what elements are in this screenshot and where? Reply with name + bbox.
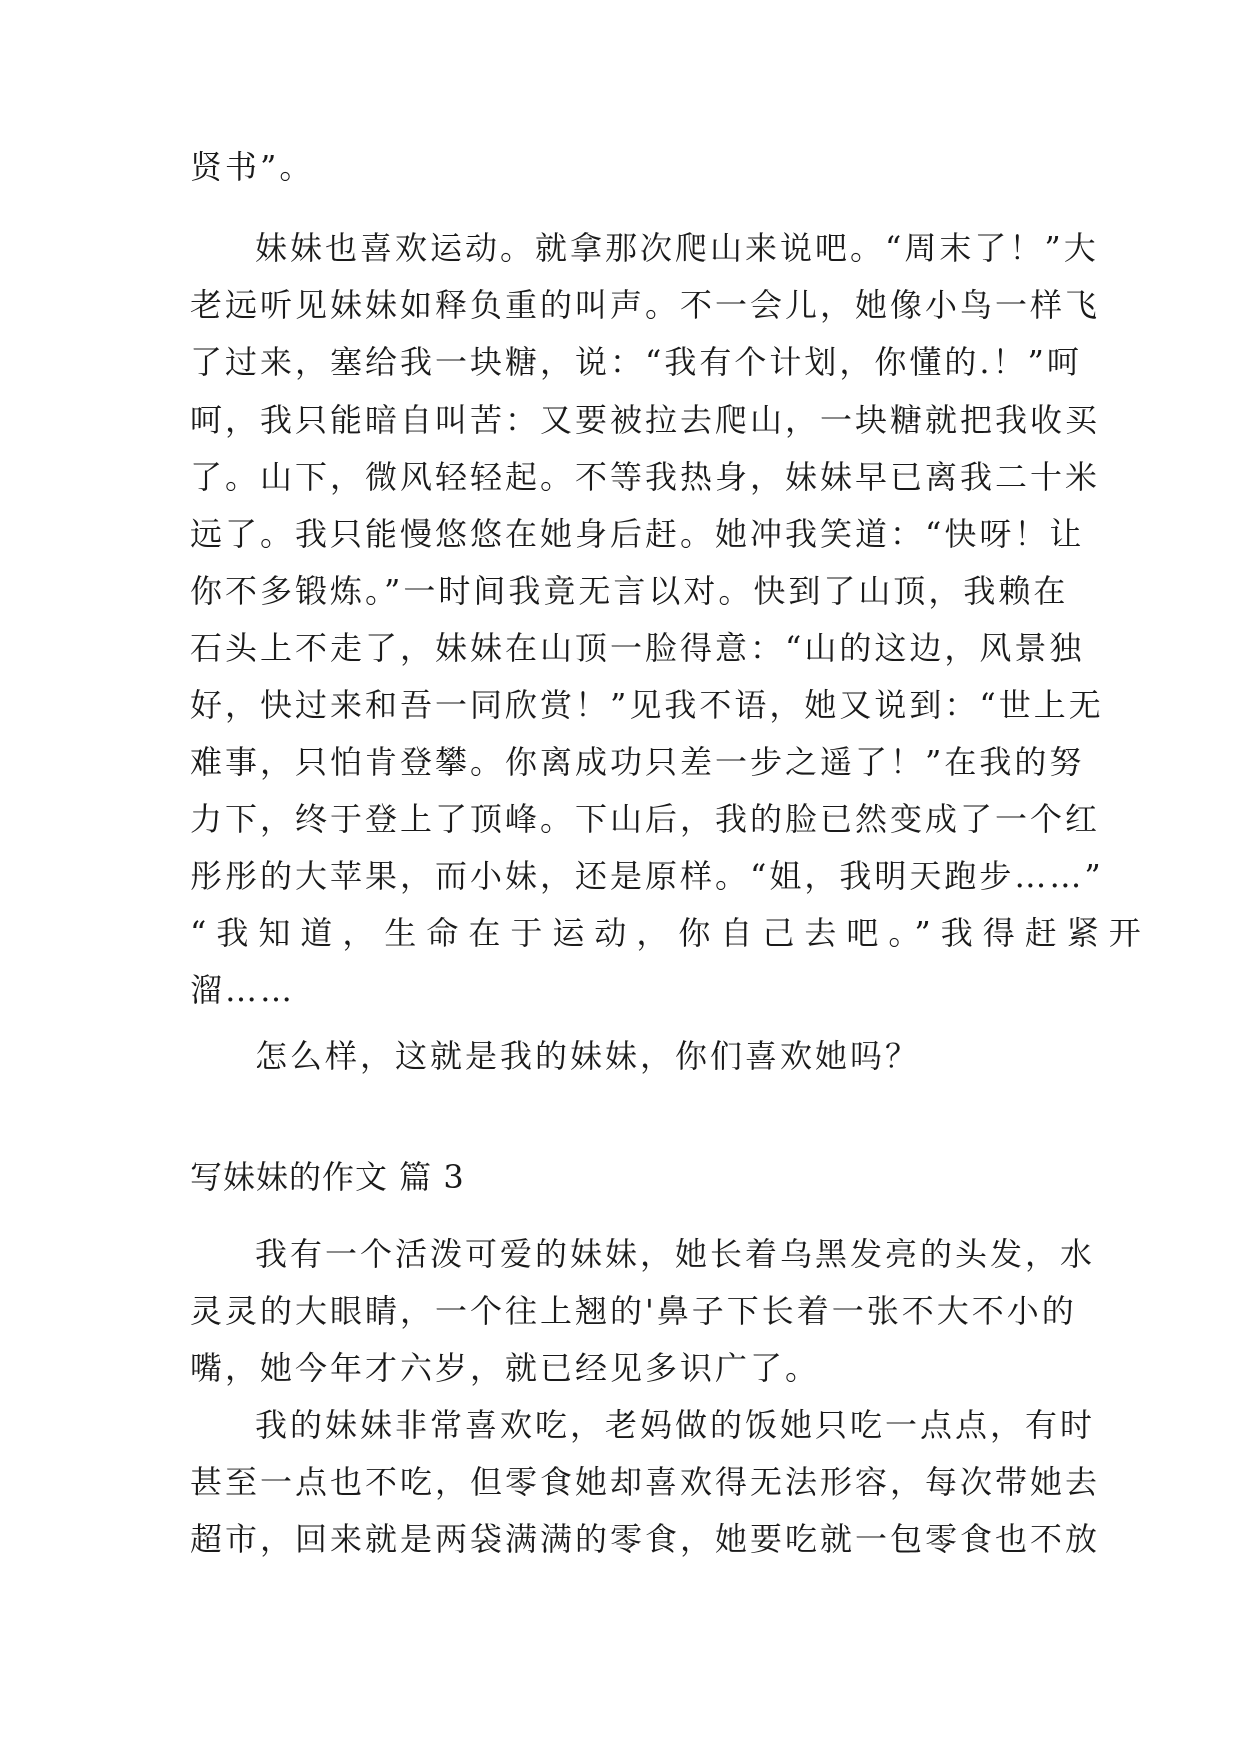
text-line: 你不多锻炼。”一时间我竟无言以对。快到了山顶，我赖在 — [190, 572, 1069, 610]
text-line: 好，快过来和吾一同欣赏！”见我不语，她又说到：“世上无 — [190, 686, 1104, 724]
section-heading: 写妹妹的作文 篇 3 — [190, 1158, 465, 1196]
text-line: 怎么样，这就是我的妹妹，你们喜欢她吗？ — [255, 1037, 921, 1075]
text-line: 贤书”。 — [190, 148, 315, 186]
text-line: 力下，终于登上了顶峰。下山后，我的脸已然变成了一个红 — [190, 800, 1101, 838]
text-line: 妹妹也喜欢运动。就拿那次爬山来说吧。“周末了！”大 — [255, 229, 1099, 267]
text-line: 呵，我只能暗自叫苦：又要被拉去爬山，一块糖就把我收买 — [190, 401, 1101, 439]
text-line: 我的妹妹非常喜欢吃，老妈做的饭她只吃一点点，有时 — [255, 1406, 1096, 1444]
text-line: 石头上不走了，妹妹在山顶一脸得意：“山的这边，风景独 — [190, 629, 1085, 667]
text-line: 甚至一点也不吃，但零食她却喜欢得无法形容，每次带她去 — [190, 1463, 1101, 1501]
text-line: 老远听见妹妹如释负重的叫声。不一会儿，她像小鸟一样飞 — [190, 286, 1101, 324]
text-line: 嘴，她今年才六岁，就已经见多识广了。 — [190, 1349, 821, 1387]
text-line: 彤彤的大苹果，而小妹，还是原样。“姐，我明天跑步……” — [190, 857, 1104, 895]
text-line: 了。山下，微风轻轻起。不等我热身，妹妹早已离我二十米 — [190, 458, 1101, 496]
text-line: 远了。我只能慢悠悠在她身后赶。她冲我笑道：“快呀！让 — [190, 515, 1085, 553]
text-line: 灵灵的大眼睛，一个往上翘的'鼻子下长着一张不大不小的 — [190, 1292, 1077, 1330]
text-line: 溜…… — [190, 971, 296, 1009]
text-line: 了过来，塞给我一块糖，说：“我有个计划，你懂的.！”呵 — [190, 343, 1082, 381]
text-line: 难事，只怕肯登攀。你离成功只差一步之遥了！”在我的努 — [190, 743, 1085, 781]
text-line: “我知道，生命在于运动，你自己去吧。”我得赶紧开 — [190, 914, 1151, 952]
text-line: 我有一个活泼可爱的妹妹，她长着乌黑发亮的头发，水 — [255, 1235, 1096, 1273]
text-line: 超市，回来就是两袋满满的零食，她要吃就一包零食也不放 — [190, 1520, 1101, 1558]
